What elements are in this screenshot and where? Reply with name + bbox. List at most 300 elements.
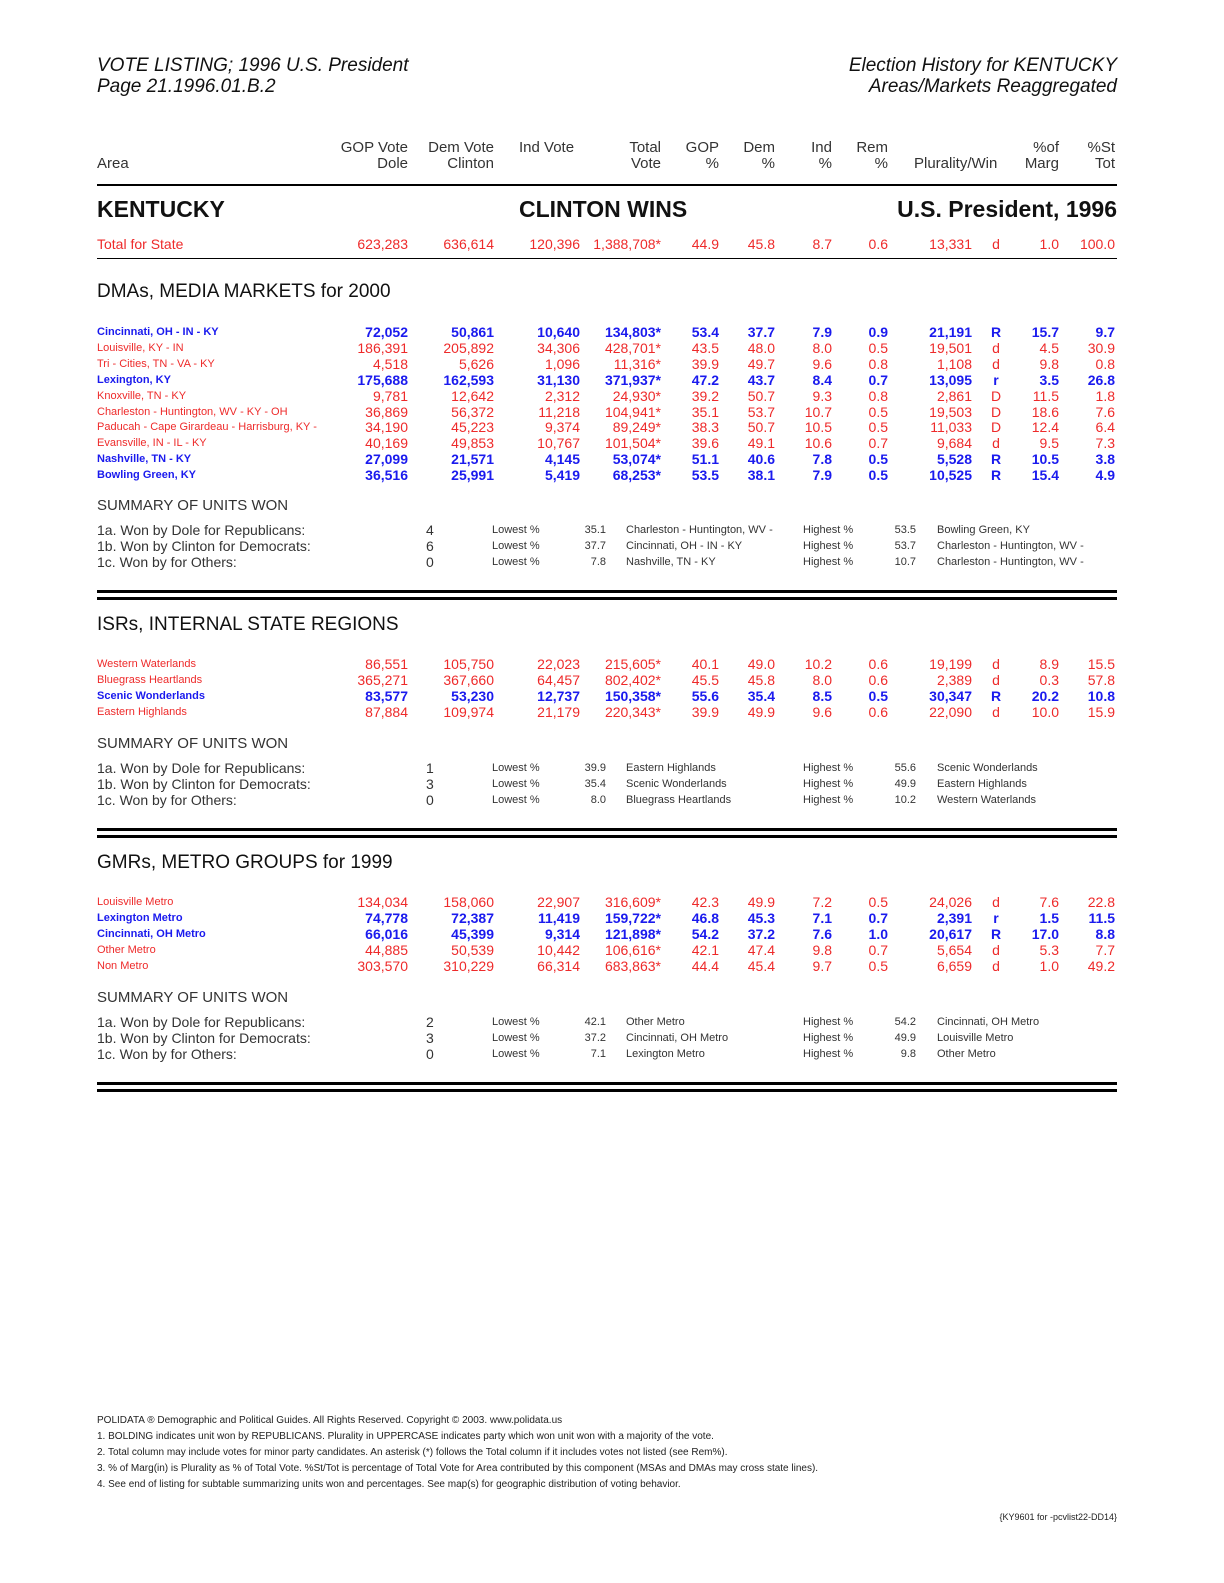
row-plurality: 11,033 xyxy=(930,419,972,436)
row-margin: 9.8 xyxy=(1039,355,1059,372)
table-row xyxy=(0,688,1224,704)
summary-label: 1a. Won by Dole for Republicans: xyxy=(97,1014,306,1030)
summary-label: 1c. Won by for Others: xyxy=(97,1046,237,1062)
row-area: Paducah - Cape Girardeau - Harrisburg, KY - xyxy=(97,421,317,434)
row-dem-pct: 50.7 xyxy=(747,419,775,436)
highest-area: Eastern Highlands xyxy=(937,778,1027,790)
summary-line xyxy=(0,522,1224,538)
row-dem-pct: 49.1 xyxy=(747,435,775,452)
row-gop-vote: 303,570 xyxy=(357,957,408,974)
row-total-vote: 11,316* xyxy=(613,355,661,372)
row-area: Lexington, KY xyxy=(97,373,171,386)
row-margin: 1.0 xyxy=(1039,236,1059,252)
table-row xyxy=(0,467,1224,483)
highest-area: Other Metro xyxy=(937,1048,996,1060)
row-dem-pct: 53.7 xyxy=(747,403,775,420)
col-plurality: Plurality/Win xyxy=(914,155,998,172)
row-plurality: 30,347 xyxy=(929,687,972,704)
row-total-vote: 150,358* xyxy=(604,687,661,704)
row-plurality: 19,503 xyxy=(929,403,972,420)
row-state-pct: 26.8 xyxy=(1087,371,1115,388)
summary-count: 0 xyxy=(426,554,434,570)
summary-label: 1a. Won by Dole for Republicans: xyxy=(97,760,306,776)
row-state-pct: 49.2 xyxy=(1087,957,1115,974)
col-ind-vote: Ind Vote xyxy=(519,139,575,156)
row-plurality: 24,026 xyxy=(929,894,972,910)
table-row xyxy=(0,942,1224,958)
lowest-value: 8.0 xyxy=(590,794,606,806)
row-dem-pct: 49.7 xyxy=(747,355,775,372)
row-dem-vote: 45,399 xyxy=(451,925,494,942)
row-dem-vote: 636,614 xyxy=(443,236,494,252)
row-rem-pct: 0.6 xyxy=(868,703,888,720)
row-party: d xyxy=(992,671,1000,688)
row-area: Nashville, TN - KY xyxy=(97,453,192,466)
row-rem-pct: 0.5 xyxy=(868,339,888,356)
row-rem-pct: 0.7 xyxy=(868,371,888,388)
row-rem-pct: 0.5 xyxy=(868,467,888,484)
row-gop-vote: 72,052 xyxy=(365,324,408,340)
highest-value: 53.7 xyxy=(894,540,916,552)
row-gop-vote: 36,516 xyxy=(365,467,408,484)
row-dem-vote: 5,626 xyxy=(458,355,494,372)
row-gop-pct: 53.4 xyxy=(691,324,719,340)
lowest-area: Eastern Highlands xyxy=(626,762,716,774)
election-history-title: Election History for KENTUCKY xyxy=(848,55,1117,76)
highest-area: Bowling Green, KY xyxy=(937,524,1030,536)
highest-value: 55.6 xyxy=(894,762,916,774)
row-ind-pct: 8.4 xyxy=(812,371,832,388)
row-dem-vote: 56,372 xyxy=(451,403,494,420)
row-total-vote: 371,937* xyxy=(604,371,661,388)
row-dem-vote: 53,230 xyxy=(451,687,494,704)
row-plurality: 2,389 xyxy=(936,671,972,688)
row-gop-pct: 54.2 xyxy=(691,925,719,942)
highest-value: 53.5 xyxy=(894,524,916,536)
row-state-pct: 0.8 xyxy=(1095,355,1115,372)
row-state-pct: 7.7 xyxy=(1095,941,1115,958)
summary-title: SUMMARY OF UNITS WON xyxy=(97,497,289,514)
row-total-vote: 53,074* xyxy=(612,451,661,468)
row-gop-pct: 38.3 xyxy=(691,419,719,436)
summary-line xyxy=(0,554,1224,570)
row-party: r xyxy=(993,909,999,926)
race-result: CLINTON WINS xyxy=(519,196,688,222)
lowest-label: Lowest % xyxy=(492,540,540,552)
summary-label: 1b. Won by Clinton for Democrats: xyxy=(97,1030,311,1046)
row-margin: 12.4 xyxy=(1031,419,1059,436)
summary-line xyxy=(0,1030,1224,1046)
row-gop-vote: 86,551 xyxy=(365,656,408,672)
summary-label: 1c. Won by for Others: xyxy=(97,792,237,808)
row-ind-vote: 22,907 xyxy=(537,894,580,910)
row-party: R xyxy=(990,467,1002,484)
highest-value: 10.2 xyxy=(894,794,916,806)
row-dem-pct: 35.4 xyxy=(747,687,775,704)
row-gop-vote: 36,869 xyxy=(365,403,408,420)
row-party: d xyxy=(992,236,1000,252)
row-gop-vote: 34,190 xyxy=(365,419,408,436)
row-gop-vote: 66,016 xyxy=(365,925,408,942)
table-row xyxy=(0,926,1224,942)
row-area: Non Metro xyxy=(97,959,149,972)
row-party: D xyxy=(990,387,1002,404)
row-margin: 9.5 xyxy=(1039,435,1059,452)
row-state-pct: 7.3 xyxy=(1095,435,1115,452)
col-ind-pct: Ind % xyxy=(811,139,832,172)
section-title: ISRs, INTERNAL STATE REGIONS xyxy=(97,614,399,635)
row-dem-pct: 45.4 xyxy=(747,957,775,974)
row-dem-vote: 310,229 xyxy=(443,957,494,974)
highest-area: Scenic Wonderlands xyxy=(937,762,1038,774)
col-margin: %of Marg xyxy=(1024,139,1059,172)
summary-label: 1b. Won by Clinton for Democrats: xyxy=(97,538,311,554)
row-gop-vote: 44,885 xyxy=(365,941,408,958)
row-ind-pct: 9.7 xyxy=(812,957,832,974)
row-gop-vote: 74,778 xyxy=(365,909,408,926)
row-margin: 7.6 xyxy=(1039,894,1059,910)
col-state-total: %St Tot xyxy=(1087,139,1115,172)
row-ind-vote: 11,218 xyxy=(538,403,580,420)
header-rule xyxy=(97,184,1117,186)
row-gop-pct: 39.9 xyxy=(691,703,719,720)
row-total-vote: 215,605* xyxy=(604,656,661,672)
row-area: Bowling Green, KY xyxy=(97,469,197,482)
row-ind-vote: 9,374 xyxy=(544,419,580,436)
row-rem-pct: 0.5 xyxy=(868,403,888,420)
row-ind-pct: 8.0 xyxy=(812,671,832,688)
summary-count: 0 xyxy=(426,1046,434,1062)
table-row xyxy=(0,704,1224,720)
table-row xyxy=(0,419,1224,435)
highest-value: 49.9 xyxy=(894,778,916,790)
table-row xyxy=(0,894,1224,910)
highest-label: Highest % xyxy=(803,1032,854,1044)
lowest-value: 37.2 xyxy=(584,1032,606,1044)
listing-title xyxy=(97,55,409,97)
row-margin: 4.5 xyxy=(1039,339,1059,356)
row-dem-vote: 50,539 xyxy=(451,941,494,958)
row-dem-pct: 37.2 xyxy=(747,925,775,942)
highest-value: 10.7 xyxy=(894,556,916,568)
section-title: DMAs, MEDIA MARKETS for 2000 xyxy=(97,281,391,302)
row-gop-vote: 9,781 xyxy=(372,387,408,404)
footer-note-3: 3. % of Marg(in) is Plurality as % of Total Vote. %St/Tot is percentage of Total Vote for Area contributed by this component (MSAs and DMAs may cross state lines). xyxy=(97,1463,819,1474)
row-dem-vote: 109,974 xyxy=(443,703,494,720)
summary-label: 1c. Won by for Others: xyxy=(97,554,237,570)
areas-markets-subtitle: Areas/Markets Reaggregated xyxy=(868,76,1117,97)
row-plurality: 19,199 xyxy=(929,656,972,672)
col-dem-vote: Dem Vote Clinton xyxy=(428,139,494,172)
col-gop-vote: GOP Vote Dole xyxy=(340,139,408,172)
row-area: Tri - Cities, TN - VA - KY xyxy=(97,357,215,370)
summary-count: 4 xyxy=(426,522,434,538)
lowest-value: 35.4 xyxy=(584,778,606,790)
footer-note-1: 1. BOLDING indicates unit won by REPUBLICANS. Plurality in UPPERCASE indicates party which won unit won with a majority of the vote. xyxy=(97,1431,714,1442)
row-ind-vote: 9,314 xyxy=(544,925,580,942)
row-dem-vote: 367,660 xyxy=(443,671,494,688)
row-gop-pct: 42.1 xyxy=(691,941,719,958)
table-row xyxy=(0,656,1224,672)
row-gop-vote: 27,099 xyxy=(365,451,408,468)
lowest-area: Cincinnati, OH Metro xyxy=(626,1032,729,1044)
row-state-pct: 100.0 xyxy=(1079,236,1115,252)
row-ind-pct: 10.2 xyxy=(804,656,832,672)
state-total-row xyxy=(0,236,1224,252)
summary-title: SUMMARY OF UNITS WON xyxy=(97,735,289,752)
row-dem-vote: 12,642 xyxy=(451,387,494,404)
row-rem-pct: 0.6 xyxy=(868,656,888,672)
row-ind-pct: 9.6 xyxy=(812,355,832,372)
row-state-pct: 10.8 xyxy=(1087,687,1115,704)
row-plurality: 5,654 xyxy=(936,941,972,958)
row-total-vote: 159,722* xyxy=(604,909,661,926)
page-number: Page 21.1996.01.B.2 xyxy=(97,76,276,97)
row-dem-vote: 49,853 xyxy=(451,435,494,452)
lowest-label: Lowest % xyxy=(492,556,540,568)
row-ind-vote: 64,457 xyxy=(537,671,580,688)
table-row xyxy=(0,388,1224,404)
row-plurality: 9,684 xyxy=(936,435,972,452)
summary-line xyxy=(0,538,1224,554)
row-gop-pct: 44.9 xyxy=(691,236,719,252)
table-row xyxy=(0,404,1224,420)
table-row xyxy=(0,958,1224,974)
footer-notes xyxy=(97,1413,818,1493)
highest-label: Highest % xyxy=(803,540,854,552)
row-plurality: 10,525 xyxy=(929,467,972,484)
row-margin: 3.5 xyxy=(1039,371,1059,388)
row-total-vote: 121,898* xyxy=(604,925,661,942)
row-dem-vote: 105,750 xyxy=(443,656,494,672)
row-state-pct: 11.5 xyxy=(1088,909,1115,926)
row-margin: 10.0 xyxy=(1031,703,1059,720)
row-ind-vote: 31,130 xyxy=(537,371,580,388)
lowest-label: Lowest % xyxy=(492,762,540,774)
summary-line xyxy=(0,776,1224,792)
table-row xyxy=(0,372,1224,388)
row-area: Cincinnati, OH - IN - KY xyxy=(97,326,219,338)
highest-value: 49.9 xyxy=(894,1032,916,1044)
row-rem-pct: 0.8 xyxy=(868,355,888,372)
highest-label: Highest % xyxy=(803,524,854,536)
summary-line xyxy=(0,1014,1224,1030)
row-gop-vote: 134,034 xyxy=(357,894,408,910)
row-plurality: 19,501 xyxy=(929,339,972,356)
table-row xyxy=(0,672,1224,688)
footer-note-4: 4. See end of listing for subtable summarizing units won and percentages. See map(s) for geographic distribution of voting behavior. xyxy=(97,1479,681,1490)
summary-count: 6 xyxy=(426,538,434,554)
highest-label: Highest % xyxy=(803,556,854,568)
state-name: KENTUCKY xyxy=(97,196,225,222)
highest-label: Highest % xyxy=(803,778,854,790)
row-state-pct: 22.8 xyxy=(1087,894,1115,910)
table-row xyxy=(0,435,1224,451)
row-state-pct: 4.9 xyxy=(1095,467,1115,484)
row-total-vote: 101,504* xyxy=(604,435,661,452)
lowest-value: 37.7 xyxy=(584,540,606,552)
row-dem-pct: 49.9 xyxy=(747,894,775,910)
row-party: d xyxy=(992,355,1000,372)
row-gop-vote: 623,283 xyxy=(357,236,408,252)
row-margin: 8.9 xyxy=(1039,656,1059,672)
lowest-area: Other Metro xyxy=(626,1016,685,1028)
summary-count: 2 xyxy=(426,1014,434,1030)
lowest-area: Scenic Wonderlands xyxy=(626,778,727,790)
row-margin: 15.7 xyxy=(1031,324,1059,340)
row-party: R xyxy=(990,687,1002,704)
lowest-label: Lowest % xyxy=(492,778,540,790)
row-rem-pct: 1.0 xyxy=(868,925,888,942)
lowest-value: 7.1 xyxy=(590,1048,606,1060)
row-party: d xyxy=(992,435,1000,452)
row-ind-pct: 9.6 xyxy=(812,703,832,720)
race-title: U.S. President, 1996 xyxy=(897,196,1117,222)
lowest-area: Charleston - Huntington, WV - xyxy=(626,524,773,536)
row-total-vote: 316,609* xyxy=(604,894,661,910)
row-ind-vote: 21,179 xyxy=(537,703,580,720)
row-margin: 11.5 xyxy=(1032,387,1059,404)
row-party: d xyxy=(992,941,1000,958)
row-ind-vote: 22,023 xyxy=(537,656,580,672)
row-ind-vote: 2,312 xyxy=(544,387,580,404)
row-ind-vote: 4,145 xyxy=(544,451,580,468)
row-gop-pct: 40.1 xyxy=(691,656,719,672)
row-plurality: 5,528 xyxy=(936,451,972,468)
row-plurality: 21,191 xyxy=(929,324,972,340)
row-margin: 1.0 xyxy=(1039,957,1059,974)
row-rem-pct: 0.5 xyxy=(868,687,888,704)
row-party: R xyxy=(990,324,1002,340)
row-area: Scenic Wonderlands xyxy=(97,689,205,702)
row-total-vote: 428,701* xyxy=(604,339,661,356)
lowest-area: Lexington Metro xyxy=(626,1048,705,1060)
lowest-value: 42.1 xyxy=(584,1016,606,1028)
row-area: Western Waterlands xyxy=(97,658,197,670)
table-row xyxy=(0,340,1224,356)
col-total-vote: Total Vote xyxy=(629,139,661,172)
summary-line xyxy=(0,760,1224,776)
highest-area: Charleston - Huntington, WV - xyxy=(937,556,1084,568)
row-area: Total for State xyxy=(97,236,184,252)
row-gop-pct: 47.2 xyxy=(691,371,719,388)
row-ind-pct: 10.5 xyxy=(804,419,832,436)
row-rem-pct: 0.9 xyxy=(868,324,888,340)
row-gop-pct: 43.5 xyxy=(691,339,719,356)
row-rem-pct: 0.5 xyxy=(868,419,888,436)
row-rem-pct: 0.7 xyxy=(868,909,888,926)
row-margin: 17.0 xyxy=(1031,925,1059,942)
row-rem-pct: 0.6 xyxy=(868,671,888,688)
row-dem-vote: 45,223 xyxy=(451,419,494,436)
row-party: D xyxy=(990,403,1002,420)
row-gop-pct: 51.1 xyxy=(691,451,719,468)
row-state-pct: 1.8 xyxy=(1095,387,1115,404)
row-area: Cincinnati, OH Metro xyxy=(97,927,206,940)
row-margin: 10.5 xyxy=(1031,451,1059,468)
row-rem-pct: 0.7 xyxy=(868,941,888,958)
row-plurality: 13,331 xyxy=(929,236,972,252)
row-area: Charleston - Huntington, WV - KY - OH xyxy=(97,405,288,418)
highest-label: Highest % xyxy=(803,762,854,774)
row-party: d xyxy=(992,339,1000,356)
row-dem-vote: 21,571 xyxy=(451,451,494,468)
row-rem-pct: 0.7 xyxy=(868,435,888,452)
row-gop-pct: 55.6 xyxy=(691,687,719,704)
row-dem-vote: 162,593 xyxy=(443,371,494,388)
row-party: d xyxy=(992,656,1000,672)
row-margin: 0.3 xyxy=(1039,671,1059,688)
document-subtitle xyxy=(849,55,1117,97)
row-dem-pct: 45.8 xyxy=(747,236,775,252)
col-area: Area xyxy=(97,155,129,172)
row-dem-pct: 47.4 xyxy=(747,941,775,958)
row-ind-vote: 10,767 xyxy=(537,435,580,452)
row-dem-pct: 43.7 xyxy=(747,371,775,388)
row-total-vote: 220,343* xyxy=(604,703,661,720)
row-party: R xyxy=(990,925,1002,942)
row-area: Louisville, KY - IN xyxy=(97,341,184,354)
lowest-value: 7.8 xyxy=(590,556,606,568)
lowest-label: Lowest % xyxy=(492,794,540,806)
row-margin: 5.3 xyxy=(1039,941,1059,958)
table-row xyxy=(0,451,1224,467)
row-total-vote: 802,402* xyxy=(604,671,661,688)
highest-area: Western Waterlands xyxy=(937,794,1037,806)
lowest-area: Nashville, TN - KY xyxy=(626,556,716,568)
row-area: Bluegrass Heartlands xyxy=(97,673,203,686)
row-party: d xyxy=(992,894,1000,910)
row-dem-pct: 49.9 xyxy=(747,703,775,720)
row-ind-pct: 8.7 xyxy=(812,236,832,252)
row-gop-vote: 186,391 xyxy=(357,339,408,356)
summary-count: 1 xyxy=(426,760,434,776)
highest-value: 54.2 xyxy=(894,1016,916,1028)
row-state-pct: 15.5 xyxy=(1087,656,1115,672)
row-total-vote: 68,253* xyxy=(612,467,661,484)
row-plurality: 20,617 xyxy=(929,925,972,942)
row-plurality: 1,108 xyxy=(936,355,972,372)
row-party: r xyxy=(993,371,999,388)
row-ind-vote: 10,640 xyxy=(537,324,580,340)
row-dem-vote: 25,991 xyxy=(451,467,494,484)
row-ind-pct: 8.5 xyxy=(812,687,832,704)
row-dem-pct: 48.0 xyxy=(747,339,775,356)
footer-copyright: POLIDATA ® Demographic and Political Guides. All Rights Reserved. Copyright © 2003. www.polidata.us xyxy=(97,1415,563,1426)
footer-note-2: 2. Total column may include votes for minor party candidates. An asterisk (*) follows the Total column if it includes votes not listed (see Rem%). xyxy=(97,1447,728,1458)
row-gop-pct: 44.4 xyxy=(691,957,719,974)
document-code: {KY9601 for -pcvlist22-DD14} xyxy=(999,1512,1117,1522)
row-ind-pct: 7.9 xyxy=(812,324,832,340)
row-gop-vote: 175,688 xyxy=(357,371,408,388)
row-ind-pct: 7.6 xyxy=(812,925,832,942)
row-party: d xyxy=(992,703,1000,720)
row-ind-pct: 10.7 xyxy=(804,403,832,420)
row-rem-pct: 0.6 xyxy=(868,236,888,252)
row-ind-vote: 11,419 xyxy=(537,909,580,926)
row-plurality: 22,090 xyxy=(929,703,972,720)
row-total-vote: 134,803* xyxy=(604,324,661,340)
row-gop-pct: 42.3 xyxy=(691,894,719,910)
row-ind-vote: 12,737 xyxy=(537,687,580,704)
row-ind-vote: 66,314 xyxy=(537,957,580,974)
row-ind-vote: 120,396 xyxy=(529,236,580,252)
summary-count: 3 xyxy=(426,1030,434,1046)
row-ind-pct: 7.8 xyxy=(812,451,832,468)
summary-label: 1b. Won by Clinton for Democrats: xyxy=(97,776,311,792)
row-ind-pct: 9.8 xyxy=(812,941,832,958)
row-plurality: 6,659 xyxy=(936,957,972,974)
